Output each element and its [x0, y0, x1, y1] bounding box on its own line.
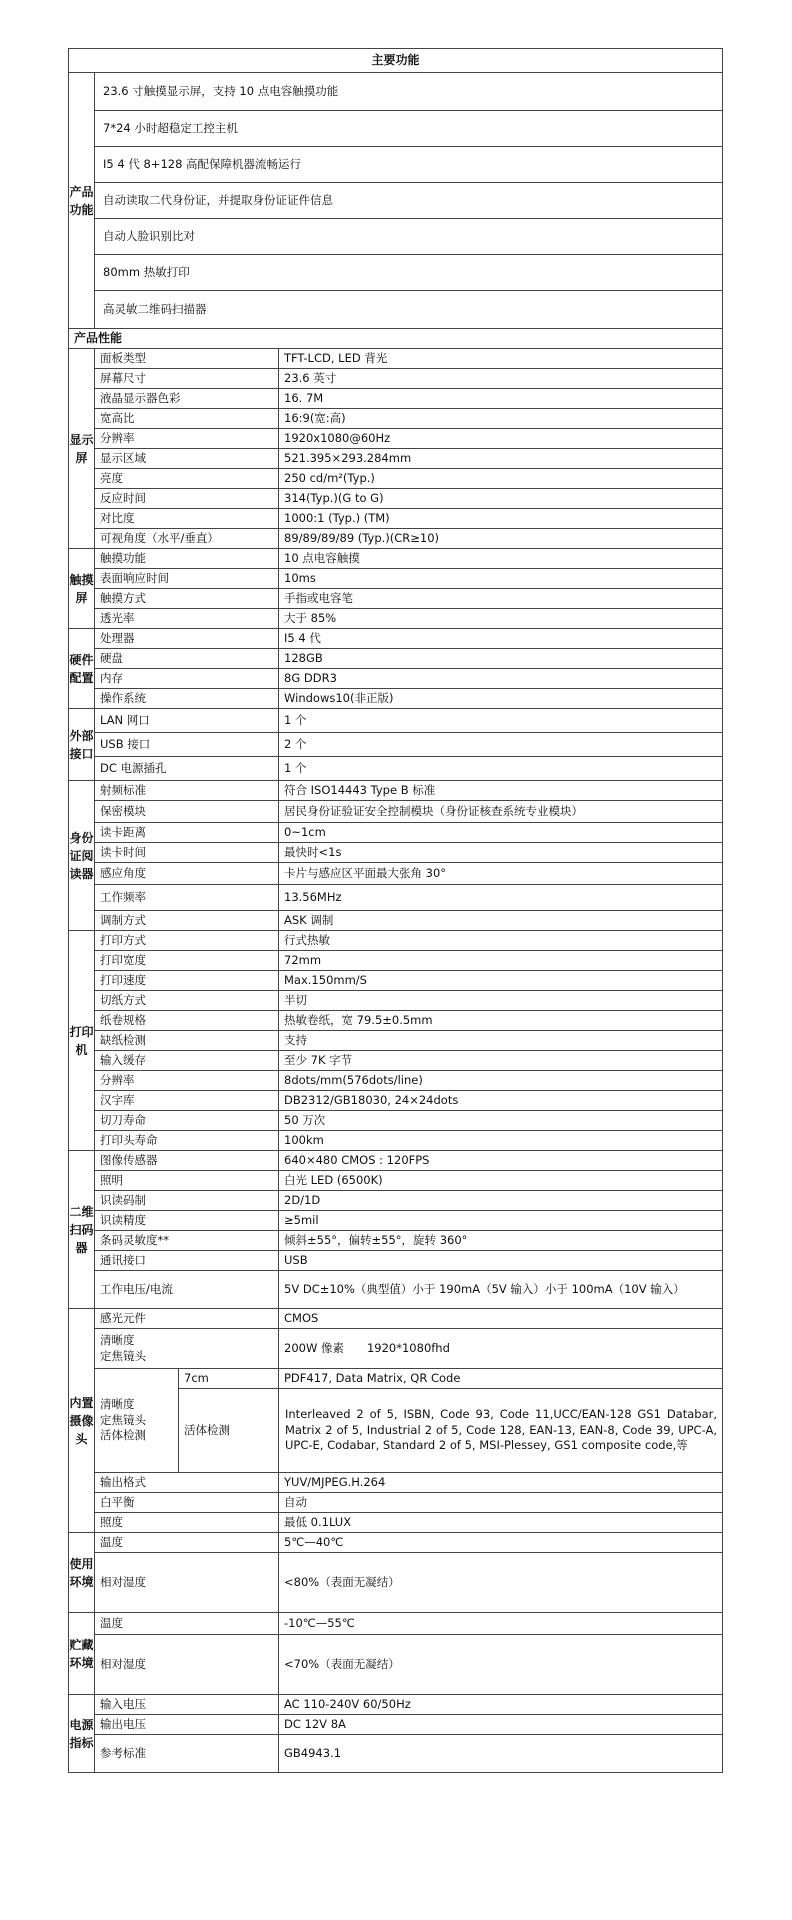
table-row — [69, 863, 723, 885]
spec-name: 温度 — [95, 1613, 279, 1635]
spec-value: 1 个 — [279, 709, 723, 733]
spec-value: 10ms — [279, 569, 723, 589]
spec-name: 操作系统 — [95, 689, 279, 709]
spec-name: 切纸方式 — [95, 991, 279, 1011]
spec-value: 521.395×293.284mm — [279, 449, 723, 469]
spec-name: 触摸功能 — [95, 549, 279, 569]
category-label: 使用环境 — [69, 1533, 95, 1613]
table-row — [69, 931, 723, 951]
table-row — [69, 1231, 723, 1251]
table-row — [69, 329, 723, 349]
spec-name: 可视角度（水平/垂直） — [95, 529, 279, 549]
table-row — [69, 951, 723, 971]
table-row — [69, 389, 723, 409]
spec-name: 缺纸检测 — [95, 1031, 279, 1051]
spec-value: DB2312/GB18030, 24×24dots — [279, 1091, 723, 1111]
spec-name: 射频标准 — [95, 781, 279, 801]
spec-name: 亮度 — [95, 469, 279, 489]
spec-name: 调制方式 — [95, 911, 279, 931]
spec-value: 卡片与感应区平面最大张角 30° — [279, 863, 723, 885]
table-row — [69, 1493, 723, 1513]
category-label: 二维扫码器 — [69, 1151, 95, 1309]
spec-value: 热敏卷纸，宽 79.5±0.5mm — [279, 1011, 723, 1031]
spec-name: 工作电压/电流 — [95, 1271, 279, 1309]
spec-value: 2 个 — [279, 733, 723, 757]
spec-value: -10℃—55℃ — [279, 1613, 723, 1635]
table-row — [69, 1309, 723, 1329]
table-row — [69, 1553, 723, 1613]
spec-name: 屏幕尺寸 — [95, 369, 279, 389]
table-row — [69, 1111, 723, 1131]
spec-table — [68, 48, 723, 1773]
table-row — [69, 1329, 723, 1369]
table-row — [69, 1695, 723, 1715]
table-row — [69, 709, 723, 733]
spec-name: 白平衡 — [95, 1493, 279, 1513]
table-row — [69, 1369, 723, 1389]
spec-value: 半切 — [279, 991, 723, 1011]
spec-value: 最快时<1s — [279, 843, 723, 863]
spec-name: 温度 — [95, 1533, 279, 1553]
table-row — [69, 1031, 723, 1051]
spec-name: 通讯接口 — [95, 1251, 279, 1271]
table-row — [69, 1091, 723, 1111]
table-row — [69, 291, 723, 329]
table-row — [69, 1635, 723, 1695]
spec-value: TFT-LCD, LED 背光 — [279, 349, 723, 369]
spec-value: 支持 — [279, 1031, 723, 1051]
spec-name: 打印速度 — [95, 971, 279, 991]
spec-value: USB — [279, 1251, 723, 1271]
spec-name: 相对湿度 — [95, 1635, 279, 1695]
table-row — [69, 569, 723, 589]
spec-name: 识读精度 — [95, 1211, 279, 1231]
spec-name: 相对湿度 — [95, 1553, 279, 1613]
spec-name: 打印方式 — [95, 931, 279, 951]
table-row — [69, 1251, 723, 1271]
spec-name: 切刀寿命 — [95, 1111, 279, 1131]
spec-name: 输出电压 — [95, 1715, 279, 1735]
spec-value: 最低 0.1LUX — [279, 1513, 723, 1533]
spec-value: 5V DC±10%（典型值）小于 190mA（5V 输入）小于 100mA（10V 输入） — [279, 1271, 723, 1309]
table-row — [69, 629, 723, 649]
table-row — [69, 1715, 723, 1735]
spec-name: 工作频率 — [95, 885, 279, 911]
table-row — [69, 757, 723, 781]
table-row — [69, 589, 723, 609]
feature-item: 自动读取二代身份证，并提取身份证证件信息 — [95, 183, 723, 219]
table-row — [69, 1513, 723, 1533]
table-row — [69, 349, 723, 369]
spec-value: 符合 ISO14443 Type B 标准 — [279, 781, 723, 801]
spec-value: 13.56MHz — [279, 885, 723, 911]
spec-name: 感应角度 — [95, 863, 279, 885]
spec-value: 1 个 — [279, 757, 723, 781]
spec-value: 白光 LED (6500K) — [279, 1171, 723, 1191]
spec-value: 手指或电容笔 — [279, 589, 723, 609]
sub-label: 清晰度 定焦镜头 活体检测 — [95, 1369, 179, 1473]
feature-item: 7*24 小时超稳定工控主机 — [95, 111, 723, 147]
spec-name: 识读码制 — [95, 1191, 279, 1211]
spec-value: 居民身份证验证安全控制模块（身份证核查系统专业模块） — [279, 801, 723, 823]
table-row — [69, 49, 723, 73]
spec-name: 纸卷规格 — [95, 1011, 279, 1031]
spec-name: 输入电压 — [95, 1695, 279, 1715]
spec-name: 读卡时间 — [95, 843, 279, 863]
clarity-value: 200W 像素 1920*1080fhd — [279, 1329, 723, 1369]
table-title: 主要功能 — [69, 49, 723, 73]
table-row — [69, 509, 723, 529]
spec-name: 面板类型 — [95, 349, 279, 369]
spec-value: 128GB — [279, 649, 723, 669]
spec-value: 314(Typ.)(G to G) — [279, 489, 723, 509]
spec-name: 汉字库 — [95, 1091, 279, 1111]
table-row — [69, 1131, 723, 1151]
table-row — [69, 147, 723, 183]
spec-value: 0~1cm — [279, 823, 723, 843]
table-row — [69, 1051, 723, 1071]
spec-value: <70%（表面无凝结） — [279, 1635, 723, 1695]
spec-value: AC 110-240V 60/50Hz — [279, 1695, 723, 1715]
spec-value: 倾斜±55°，偏转±55°，旋转 360° — [279, 1231, 723, 1251]
spec-value: 16. 7M — [279, 389, 723, 409]
table-row — [69, 885, 723, 911]
spec-value: 5℃—40℃ — [279, 1533, 723, 1553]
table-row — [69, 549, 723, 569]
table-row — [69, 1071, 723, 1091]
category-label: 身份证阅读器 — [69, 781, 95, 931]
spec-name: 照明 — [95, 1171, 279, 1191]
table-row — [69, 219, 723, 255]
table-row — [69, 1271, 723, 1309]
table-row — [69, 369, 723, 389]
spec-value: 至少 7K 字节 — [279, 1051, 723, 1071]
spec-name: 读卡距离 — [95, 823, 279, 843]
table-row — [69, 781, 723, 801]
spec-value: 自动 — [279, 1493, 723, 1513]
table-row — [69, 689, 723, 709]
feature-item: 自动人脸识别比对 — [95, 219, 723, 255]
spec-name: 分辨率 — [95, 429, 279, 449]
table-row — [69, 409, 723, 429]
spec-value: 8dots/mm(576dots/line) — [279, 1071, 723, 1091]
spec-name: 输入缓存 — [95, 1051, 279, 1071]
spec-name: 液晶显示器色彩 — [95, 389, 279, 409]
spec-name: 打印头寿命 — [95, 1131, 279, 1151]
spec-name: 内存 — [95, 669, 279, 689]
spec-name: 宽高比 — [95, 409, 279, 429]
spec-value: 8G DDR3 — [279, 669, 723, 689]
feature-item: 80mm 热敏打印 — [95, 255, 723, 291]
spec-name: 表面响应时间 — [95, 569, 279, 589]
spec-value: GB4943.1 — [279, 1735, 723, 1773]
table-row — [69, 1473, 723, 1493]
spec-value: 100km — [279, 1131, 723, 1151]
category-camera: 内置摄像头 — [69, 1309, 95, 1533]
spec-value: 89/89/89/89 (Typ.)(CR≥10) — [279, 529, 723, 549]
table-row — [69, 1613, 723, 1635]
spec-value: Max.150mm/S — [279, 971, 723, 991]
table-row — [69, 255, 723, 291]
category-label: 打印机 — [69, 931, 95, 1151]
distance-value: PDF417, Data Matrix, QR Code — [279, 1369, 723, 1389]
spec-value: 大于 85% — [279, 609, 723, 629]
table-row — [69, 649, 723, 669]
table-row — [69, 1735, 723, 1773]
table-row — [69, 529, 723, 549]
table-row — [69, 843, 723, 863]
feature-item: 高灵敏二维码扫描器 — [95, 291, 723, 329]
table-row — [69, 669, 723, 689]
feature-item: I5 4 代 8+128 高配保障机器流畅运行 — [95, 147, 723, 183]
spec-value: 250 cd/m²(Typ.) — [279, 469, 723, 489]
spec-table-body — [69, 49, 723, 1773]
spec-value: 23.6 英寸 — [279, 369, 723, 389]
table-row — [69, 1191, 723, 1211]
spec-value: ASK 调制 — [279, 911, 723, 931]
spec-value: I5 4 代 — [279, 629, 723, 649]
spec-value: 640×480 CMOS : 120FPS — [279, 1151, 723, 1171]
spec-name: DC 电源插孔 — [95, 757, 279, 781]
spec-value: <80%（表面无凝结） — [279, 1553, 723, 1613]
table-row — [69, 733, 723, 757]
spec-value: 16:9(宽:高) — [279, 409, 723, 429]
spec-value: CMOS — [279, 1309, 723, 1329]
spec-value: 10 点电容触摸 — [279, 549, 723, 569]
spec-name: 硬盘 — [95, 649, 279, 669]
table-row — [69, 449, 723, 469]
table-row — [69, 429, 723, 449]
table-row — [69, 911, 723, 931]
spec-value: 1000:1 (Typ.) (TM) — [279, 509, 723, 529]
category-label: 触摸屏 — [69, 549, 95, 629]
live-value: Interleaved 2 of 5, ISBN, Code 93, Code 11,UCC/EAN-128 GS1 Databar, Matrix 2 of 5, Industrial 2 of 5, Code 128, EAN-13, EAN-8, Code 39, UPC-A, UPC-E, Codabar, Standard 2 of 5, MSI-Plessey, GS1 composite code,等 — [279, 1389, 723, 1473]
section-title: 产品性能 — [69, 329, 723, 349]
spec-name: USB 接口 — [95, 733, 279, 757]
table-row — [69, 489, 723, 509]
table-row — [69, 609, 723, 629]
spec-name: 显示区域 — [95, 449, 279, 469]
table-row — [69, 111, 723, 147]
spec-value: YUV/MJPEG.H.264 — [279, 1473, 723, 1493]
spec-name: 打印宽度 — [95, 951, 279, 971]
feature-item: 23.6 寸触摸显示屏，支持 10 点电容触摸功能 — [95, 73, 723, 111]
spec-name: 感光元件 — [95, 1309, 279, 1329]
spec-name: 照度 — [95, 1513, 279, 1533]
table-row — [69, 991, 723, 1011]
live-label: 活体检测 — [179, 1389, 279, 1473]
spec-name: 分辨率 — [95, 1071, 279, 1091]
spec-name: 参考标准 — [95, 1735, 279, 1773]
spec-value: 50 万次 — [279, 1111, 723, 1131]
spec-name: 触摸方式 — [95, 589, 279, 609]
table-row — [69, 73, 723, 111]
table-row — [69, 183, 723, 219]
table-row — [69, 1533, 723, 1553]
spec-name: 透光率 — [95, 609, 279, 629]
spec-name: 输出格式 — [95, 1473, 279, 1493]
spec-value: DC 12V 8A — [279, 1715, 723, 1735]
spec-name: 处理器 — [95, 629, 279, 649]
category-label: 外部接口 — [69, 709, 95, 781]
table-row — [69, 1171, 723, 1191]
distance-label: 7cm — [179, 1369, 279, 1389]
table-row — [69, 1211, 723, 1231]
spec-name: 图像传感器 — [95, 1151, 279, 1171]
clarity-label: 清晰度 定焦镜头 — [95, 1329, 279, 1369]
spec-name: 保密模块 — [95, 801, 279, 823]
spec-value: 1920x1080@60Hz — [279, 429, 723, 449]
table-row — [69, 1151, 723, 1171]
spec-name: 条码灵敏度** — [95, 1231, 279, 1251]
table-row — [69, 823, 723, 843]
spec-value: 行式热敏 — [279, 931, 723, 951]
spec-value: 2D/1D — [279, 1191, 723, 1211]
category-label: 电源指标 — [69, 1695, 95, 1773]
category-label: 显示屏 — [69, 349, 95, 549]
table-row — [69, 971, 723, 991]
spec-name: 反应时间 — [95, 489, 279, 509]
spec-value: 72mm — [279, 951, 723, 971]
spec-value: Windows10(非正版) — [279, 689, 723, 709]
table-row — [69, 1011, 723, 1031]
spec-name: 对比度 — [95, 509, 279, 529]
table-row — [69, 469, 723, 489]
table-row — [69, 801, 723, 823]
category-label: 贮藏环境 — [69, 1613, 95, 1695]
spec-value: ≥5mil — [279, 1211, 723, 1231]
spec-name: LAN 网口 — [95, 709, 279, 733]
category-label: 硬件配置 — [69, 629, 95, 709]
category-features: 产品功能 — [69, 73, 95, 329]
